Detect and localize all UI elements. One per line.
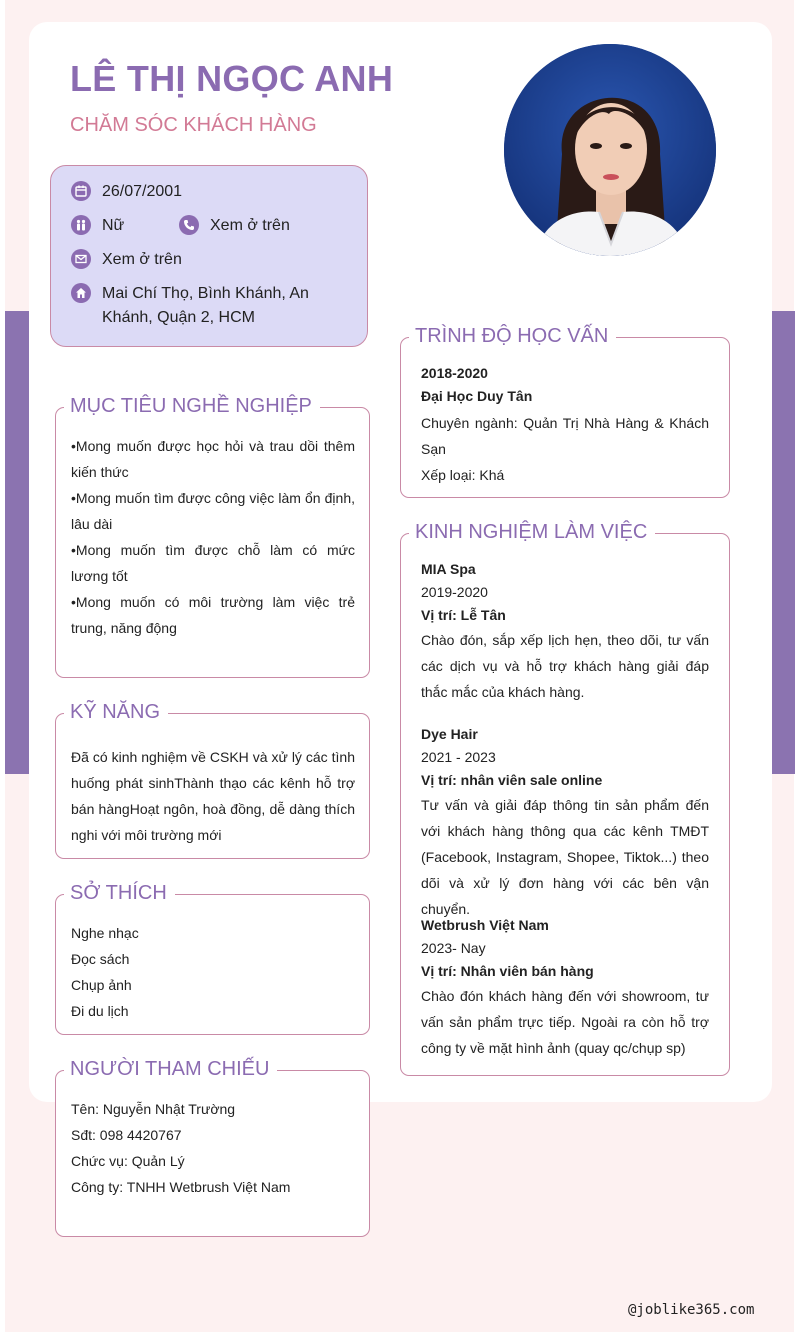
job-company: Wetbrush Việt Nam [421,917,549,933]
skills-paragraph: Đã có kinh nghiệm về CSKH và xử lý các tình huống phát sinhThành thạo các kênh hỗ trợ bán hàngHoạt ngôn, hoà đồng, dễ dàng thích nghi với môi trường mới [71,749,355,843]
info-birthday [71,180,182,204]
objective-list [71,433,355,641]
job-period: 2023- Nay [421,940,486,956]
list-item: Đọc sách [71,951,130,967]
references-list [71,1096,355,1200]
list-item: Chức vụ: Quản Lý [71,1153,185,1169]
avatar [504,44,716,256]
gender-value: Nữ [102,217,125,234]
decor-stripe-left [5,311,31,774]
hobbies-list [71,920,355,1024]
info-phone [179,214,290,238]
list-item: •Mong muốn được học hỏi và trau dồi thêm kiến thức [71,438,355,480]
job-description: Chào đón, sắp xếp lịch hẹn, theo dõi, tư vấn các dịch vụ và hỗ trợ khách hàng giải đáp thắc mắc của khách hàng. [421,632,709,700]
objective-title: MỤC TIÊU NGHỀ NGHIỆP [64,395,320,418]
list-item: •Mong muốn có môi trường làm việc trẻ trung, năng động [71,594,355,636]
hobbies-title: SỞ THÍCH [64,882,175,905]
experience-job [421,558,709,705]
job-company: Dye Hair [421,726,478,742]
list-item: •Mong muốn tìm được công việc làm ổn định, lâu dài [71,490,355,532]
birthday-value: 26/07/2001 [102,183,183,200]
candidate-name: LÊ THỊ NGỌC ANH [70,58,394,99]
job-position: Vị trí: Nhân viên bán hàng [421,963,594,979]
list-item: Tên: Nguyễn Nhật Trường [71,1101,236,1117]
list-item: Chụp ảnh [71,977,132,993]
list-item: Sđt: 098 4420767 [71,1127,182,1143]
list-item: •Mong muốn tìm được chỗ làm có mức lương tốt [71,542,355,584]
education-title: TRÌNH ĐỘ HỌC VẤN [409,325,616,348]
education-school: Đại Học Duy Tân [421,388,533,404]
job-description: Tư vấn và giải đáp thông tin sản phẩm đến với khách hàng thông qua các kênh TMĐT (Facebook, Instagram, Shopee, Tiktok...) theo dõi và xử lý đơn hàng với các bên vận chuyển. [421,797,709,917]
email-icon [71,249,91,269]
skills-text [71,744,355,848]
list-item: Công ty: TNHH Wetbrush Việt Nam [71,1179,291,1195]
watermark: @joblike365.com [628,1302,755,1318]
experience-job [421,914,709,1061]
gender-icon [71,215,91,235]
education-major: Chuyên ngành: Quản Trị Nhà Hàng & Khách Sạn [421,415,709,457]
job-period: 2021 - 2023 [421,749,496,765]
home-icon [71,283,91,303]
decor-stripe-right [772,311,795,774]
job-description: Chào đón khách hàng đến với showroom, tư vấn sản phẩm trực tiếp. Ngoài ra còn hỗ trợ công ty về mặt hình ảnh (quay qc/chụp sp) [421,988,709,1056]
info-gender [71,214,124,238]
info-address [71,282,311,330]
phone-icon [179,215,199,235]
references-title: NGƯỜI THAM CHIẾU [64,1058,277,1081]
email-value: Xem ở trên [102,251,182,268]
list-item: Nghe nhạc [71,925,139,941]
calendar-icon [71,181,91,201]
experience-title: KINH NGHIỆM LÀM VIỆC [409,521,655,544]
education-details [421,362,709,488]
job-title: CHĂM SÓC KHÁCH HÀNG [70,114,317,136]
address-value: Mai Chí Thọ, Bình Khánh, An Khánh, Quận 2, HCM [102,285,309,326]
education-rank: Xếp loại: Khá [421,467,505,483]
education-years: 2018-2020 [421,365,488,381]
phone-value: Xem ở trên [210,217,290,234]
skills-title: KỸ NĂNG [64,701,168,724]
info-email [71,248,182,272]
job-period: 2019-2020 [421,584,488,600]
list-item: Đi du lịch [71,1003,129,1019]
job-company: MIA Spa [421,561,476,577]
experience-job [421,723,709,922]
job-position: Vị trí: nhân viên sale online [421,772,603,788]
job-position: Vị trí: Lễ Tân [421,607,506,623]
